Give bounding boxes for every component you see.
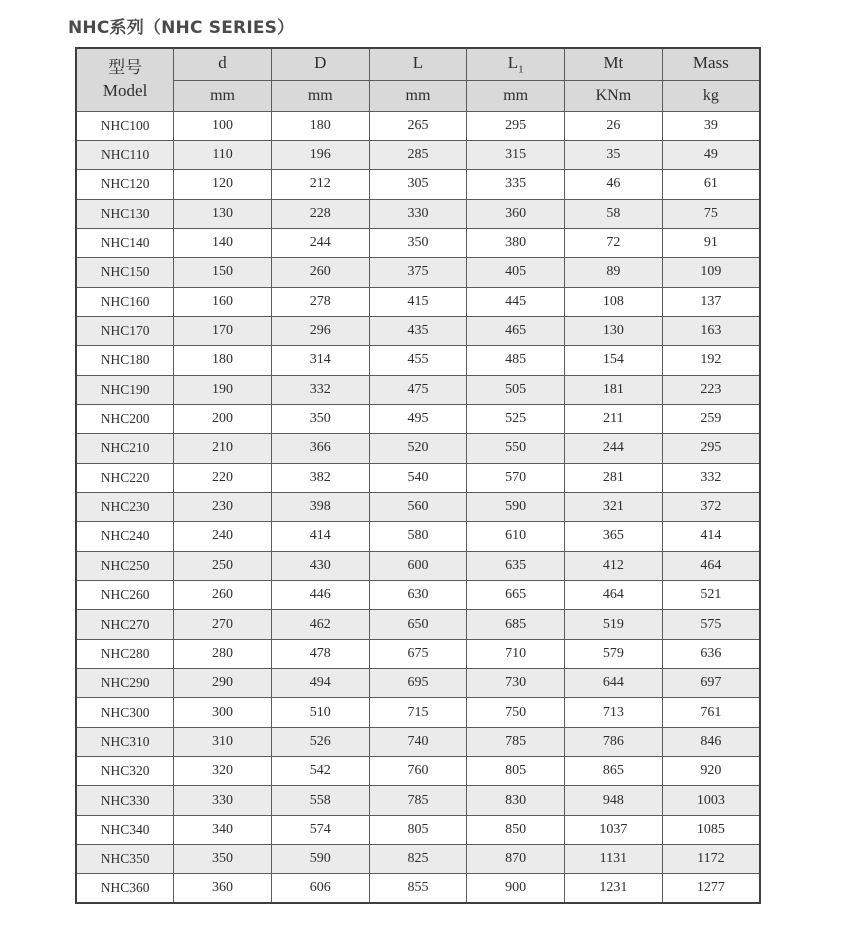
value-cell: 332 — [271, 375, 369, 404]
model-header-en: Model — [102, 80, 148, 100]
model-cell: NHC280 — [76, 639, 174, 668]
value-cell: 170 — [174, 316, 272, 345]
value-cell: 200 — [174, 404, 272, 433]
table-row — [76, 698, 760, 727]
model-cell: NHC170 — [76, 316, 174, 345]
table-row — [76, 258, 760, 287]
value-cell: 372 — [662, 492, 760, 521]
model-cell: NHC360 — [76, 874, 174, 903]
col-header-L1: $L_1$ — [467, 48, 565, 80]
value-cell: 560 — [369, 492, 467, 521]
value-cell: 606 — [271, 874, 369, 903]
value-cell: 91 — [662, 228, 760, 257]
value-cell: 510 — [271, 698, 369, 727]
col-header-d: d — [174, 48, 272, 80]
value-cell: 314 — [271, 346, 369, 375]
value-cell: 366 — [271, 434, 369, 463]
value-cell: 280 — [174, 639, 272, 668]
value-cell: 494 — [271, 669, 369, 698]
table-row — [76, 522, 760, 551]
value-cell: 228 — [271, 199, 369, 228]
value-cell: 211 — [565, 404, 663, 433]
value-cell: 590 — [271, 845, 369, 874]
col-header-L: L — [369, 48, 467, 80]
value-cell: 464 — [662, 551, 760, 580]
value-cell: 154 — [565, 346, 663, 375]
value-cell: 805 — [369, 815, 467, 844]
value-cell: 196 — [271, 140, 369, 169]
value-cell: 505 — [467, 375, 565, 404]
value-cell: 210 — [174, 434, 272, 463]
value-cell: 360 — [467, 199, 565, 228]
value-cell: 300 — [174, 698, 272, 727]
value-cell: 278 — [271, 287, 369, 316]
model-cell: NHC330 — [76, 786, 174, 815]
value-cell: 405 — [467, 258, 565, 287]
model-cell: NHC120 — [76, 170, 174, 199]
value-cell: 948 — [565, 786, 663, 815]
table-body — [76, 111, 760, 903]
value-cell: 250 — [174, 551, 272, 580]
value-cell: 350 — [369, 228, 467, 257]
value-cell: 58 — [565, 199, 663, 228]
value-cell: 750 — [467, 698, 565, 727]
col-header-D: D — [271, 48, 369, 80]
value-cell: 446 — [271, 581, 369, 610]
value-cell: 212 — [271, 170, 369, 199]
value-cell: 540 — [369, 463, 467, 492]
value-cell: 521 — [662, 581, 760, 610]
value-cell: 825 — [369, 845, 467, 874]
value-cell: 382 — [271, 463, 369, 492]
value-cell: 220 — [174, 463, 272, 492]
header-label-row — [76, 48, 760, 80]
value-cell: 180 — [174, 346, 272, 375]
value-cell: 223 — [662, 375, 760, 404]
value-cell: 580 — [369, 522, 467, 551]
value-cell: 163 — [662, 316, 760, 345]
unit-Mt: KNm — [565, 80, 663, 111]
col-header-Mt: Mt — [565, 48, 663, 80]
model-cell: NHC160 — [76, 287, 174, 316]
table-row — [76, 346, 760, 375]
model-cell: NHC240 — [76, 522, 174, 551]
value-cell: 610 — [467, 522, 565, 551]
model-cell: NHC140 — [76, 228, 174, 257]
value-cell: 542 — [271, 757, 369, 786]
value-cell: 295 — [662, 434, 760, 463]
value-cell: 330 — [369, 199, 467, 228]
model-cell: NHC110 — [76, 140, 174, 169]
table-row — [76, 375, 760, 404]
value-cell: 435 — [369, 316, 467, 345]
table-row — [76, 434, 760, 463]
col-header-Mass: Mass — [662, 48, 760, 80]
value-cell: 230 — [174, 492, 272, 521]
table-row — [76, 404, 760, 433]
header-unit-row — [76, 80, 760, 111]
value-cell: 462 — [271, 610, 369, 639]
value-cell: 650 — [369, 610, 467, 639]
table-row — [76, 786, 760, 815]
value-cell: 350 — [174, 845, 272, 874]
table-row — [76, 874, 760, 903]
value-cell: 430 — [271, 551, 369, 580]
model-cell: NHC260 — [76, 581, 174, 610]
value-cell: 398 — [271, 492, 369, 521]
value-cell: 49 — [662, 140, 760, 169]
value-cell: 281 — [565, 463, 663, 492]
value-cell: 519 — [565, 610, 663, 639]
value-cell: 685 — [467, 610, 565, 639]
value-cell: 761 — [662, 698, 760, 727]
table-row — [76, 669, 760, 698]
value-cell: 259 — [662, 404, 760, 433]
value-cell: 360 — [174, 874, 272, 903]
table-row — [76, 845, 760, 874]
value-cell: 109 — [662, 258, 760, 287]
table-row — [76, 463, 760, 492]
model-cell: NHC300 — [76, 698, 174, 727]
model-cell: NHC310 — [76, 727, 174, 756]
table-row — [76, 199, 760, 228]
value-cell: 644 — [565, 669, 663, 698]
value-cell: 412 — [565, 551, 663, 580]
value-cell: 120 — [174, 170, 272, 199]
model-cell: NHC130 — [76, 199, 174, 228]
value-cell: 192 — [662, 346, 760, 375]
value-cell: 445 — [467, 287, 565, 316]
unit-L: mm — [369, 80, 467, 111]
value-cell: 310 — [174, 727, 272, 756]
page-title: NHC系列（NHC SERIES） — [68, 18, 295, 38]
value-cell: 455 — [369, 346, 467, 375]
value-cell: 846 — [662, 727, 760, 756]
value-cell: 130 — [565, 316, 663, 345]
unit-L1: mm — [467, 80, 565, 111]
model-cell: NHC150 — [76, 258, 174, 287]
value-cell: 520 — [369, 434, 467, 463]
value-cell: 100 — [174, 111, 272, 140]
model-cell: NHC230 — [76, 492, 174, 521]
value-cell: 786 — [565, 727, 663, 756]
model-cell: NHC340 — [76, 815, 174, 844]
table-row — [76, 610, 760, 639]
model-column-header — [76, 48, 174, 111]
value-cell: 335 — [467, 170, 565, 199]
value-cell: 340 — [174, 815, 272, 844]
value-cell: 920 — [662, 757, 760, 786]
value-cell: 805 — [467, 757, 565, 786]
value-cell: 414 — [662, 522, 760, 551]
value-cell: 710 — [467, 639, 565, 668]
value-cell: 295 — [467, 111, 565, 140]
table-row — [76, 140, 760, 169]
table-row — [76, 757, 760, 786]
value-cell: 260 — [271, 258, 369, 287]
value-cell: 760 — [369, 757, 467, 786]
value-cell: 636 — [662, 639, 760, 668]
value-cell: 181 — [565, 375, 663, 404]
value-cell: 240 — [174, 522, 272, 551]
value-cell: 75 — [662, 199, 760, 228]
value-cell: 285 — [369, 140, 467, 169]
value-cell: 865 — [565, 757, 663, 786]
value-cell: 730 — [467, 669, 565, 698]
value-cell: 485 — [467, 346, 565, 375]
value-cell: 1172 — [662, 845, 760, 874]
value-cell: 495 — [369, 404, 467, 433]
model-cell: NHC250 — [76, 551, 174, 580]
value-cell: 1277 — [662, 874, 760, 903]
value-cell: 550 — [467, 434, 565, 463]
value-cell: 900 — [467, 874, 565, 903]
value-cell: 26 — [565, 111, 663, 140]
value-cell: 630 — [369, 581, 467, 610]
value-cell: 475 — [369, 375, 467, 404]
value-cell: 290 — [174, 669, 272, 698]
value-cell: 464 — [565, 581, 663, 610]
value-cell: 110 — [174, 140, 272, 169]
model-cell: NHC200 — [76, 404, 174, 433]
value-cell: 137 — [662, 287, 760, 316]
value-cell: 315 — [467, 140, 565, 169]
value-cell: 260 — [174, 581, 272, 610]
value-cell: 525 — [467, 404, 565, 433]
value-cell: 675 — [369, 639, 467, 668]
value-cell: 61 — [662, 170, 760, 199]
value-cell: 415 — [369, 287, 467, 316]
value-cell: 697 — [662, 669, 760, 698]
table-row — [76, 111, 760, 140]
value-cell: 785 — [467, 727, 565, 756]
model-cell: NHC350 — [76, 845, 174, 874]
unit-Mass: kg — [662, 80, 760, 111]
value-cell: 1085 — [662, 815, 760, 844]
value-cell: 526 — [271, 727, 369, 756]
value-cell: 870 — [467, 845, 565, 874]
model-cell: NHC180 — [76, 346, 174, 375]
value-cell: 740 — [369, 727, 467, 756]
value-cell: 574 — [271, 815, 369, 844]
table-row — [76, 170, 760, 199]
unit-d: mm — [174, 80, 272, 111]
value-cell: 72 — [565, 228, 663, 257]
value-cell: 89 — [565, 258, 663, 287]
value-cell: 1231 — [565, 874, 663, 903]
value-cell: 270 — [174, 610, 272, 639]
value-cell: 46 — [565, 170, 663, 199]
value-cell: 375 — [369, 258, 467, 287]
value-cell: 321 — [565, 492, 663, 521]
value-cell: 590 — [467, 492, 565, 521]
value-cell: 365 — [565, 522, 663, 551]
value-cell: 320 — [174, 757, 272, 786]
value-cell: 695 — [369, 669, 467, 698]
table-row — [76, 492, 760, 521]
value-cell: 635 — [467, 551, 565, 580]
value-cell: 713 — [565, 698, 663, 727]
value-cell: 715 — [369, 698, 467, 727]
model-cell: NHC210 — [76, 434, 174, 463]
value-cell: 558 — [271, 786, 369, 815]
value-cell: 108 — [565, 287, 663, 316]
value-cell: 575 — [662, 610, 760, 639]
table-row — [76, 287, 760, 316]
value-cell: 1131 — [565, 845, 663, 874]
value-cell: 579 — [565, 639, 663, 668]
value-cell: 1037 — [565, 815, 663, 844]
model-cell: NHC290 — [76, 669, 174, 698]
value-cell: 414 — [271, 522, 369, 551]
value-cell: 350 — [271, 404, 369, 433]
table-row — [76, 228, 760, 257]
value-cell: 855 — [369, 874, 467, 903]
model-cell: NHC100 — [76, 111, 174, 140]
value-cell: 140 — [174, 228, 272, 257]
value-cell: 244 — [565, 434, 663, 463]
value-cell: 665 — [467, 581, 565, 610]
value-cell: 600 — [369, 551, 467, 580]
value-cell: 296 — [271, 316, 369, 345]
value-cell: 570 — [467, 463, 565, 492]
model-header-cn: 型号 — [108, 57, 143, 77]
value-cell: 830 — [467, 786, 565, 815]
value-cell: 130 — [174, 199, 272, 228]
value-cell: 380 — [467, 228, 565, 257]
value-cell: 180 — [271, 111, 369, 140]
unit-D: mm — [271, 80, 369, 111]
value-cell: 465 — [467, 316, 565, 345]
value-cell: 332 — [662, 463, 760, 492]
nhc-series-table — [75, 47, 761, 904]
value-cell: 785 — [369, 786, 467, 815]
value-cell: 478 — [271, 639, 369, 668]
value-cell: 35 — [565, 140, 663, 169]
value-cell: 150 — [174, 258, 272, 287]
table-row — [76, 815, 760, 844]
value-cell: 265 — [369, 111, 467, 140]
model-cell: NHC220 — [76, 463, 174, 492]
model-cell: NHC320 — [76, 757, 174, 786]
value-cell: 190 — [174, 375, 272, 404]
value-cell: 850 — [467, 815, 565, 844]
value-cell: 160 — [174, 287, 272, 316]
model-cell: NHC270 — [76, 610, 174, 639]
table-row — [76, 727, 760, 756]
model-cell: NHC190 — [76, 375, 174, 404]
table-row — [76, 581, 760, 610]
table-row — [76, 639, 760, 668]
table-row — [76, 316, 760, 345]
value-cell: 305 — [369, 170, 467, 199]
table-row — [76, 551, 760, 580]
value-cell: 39 — [662, 111, 760, 140]
value-cell: 1003 — [662, 786, 760, 815]
value-cell: 330 — [174, 786, 272, 815]
table-header — [76, 48, 760, 111]
value-cell: 244 — [271, 228, 369, 257]
